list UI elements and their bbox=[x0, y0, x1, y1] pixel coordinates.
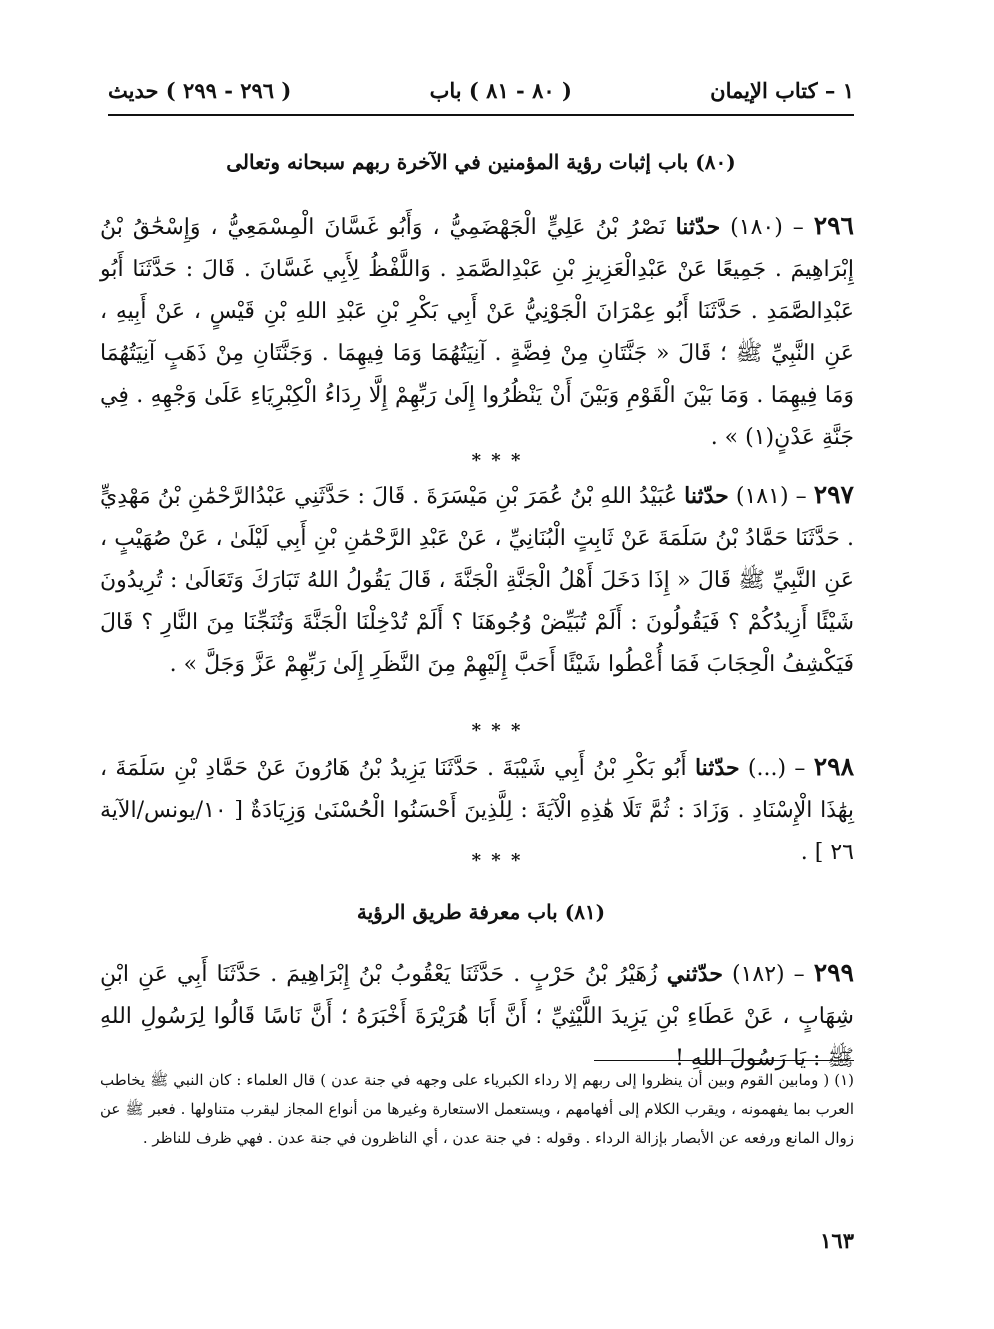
hadith-298-haddathana: حدّثنا bbox=[694, 755, 740, 781]
hadith-299-sub: – (١٨٢) bbox=[731, 962, 805, 987]
running-header bbox=[108, 70, 854, 110]
hadith-296-sub: – (١٨٠) bbox=[730, 215, 804, 240]
hadith-298-number: ٢٩٨ bbox=[813, 752, 855, 781]
header-book-title: ١ – كتاب الإيمان bbox=[710, 77, 854, 103]
hadith-299-number: ٢٩٩ bbox=[813, 958, 854, 987]
hadith-298-sub: – (...) bbox=[747, 756, 806, 781]
hadith-299-haddathana: حدّثني bbox=[666, 961, 723, 987]
hadith-297-number: ٢٩٧ bbox=[813, 480, 854, 509]
footnote-rule bbox=[594, 1060, 854, 1061]
chapter-81-title: (٨١) باب معرفة طريق الرؤية bbox=[356, 900, 606, 924]
header-rule bbox=[108, 114, 854, 116]
footnote-1: (١) ( ومابين القوم وبين أن ينظروا إلى ربهم إلا رداء الكبرياء على وجهه في جنة عدن ) قال العلماء : كان النبي ﷺ يخاطب العرب بما يفهمونه ، ويقرب الكلام إلى أفهامهم ، ويستعمل الاستعارة وغيرها من أنواع المجاز ليقرب متناولها . فعبر ﷺ عن زوال المانع ورفعه عن الأبصار بإزالة الرداء . وقوله : في جنة عدن ، أي الناظرون في جنة عدن . فهي ظرف للناظر . bbox=[100, 1071, 854, 1147]
hadith-297 bbox=[100, 474, 854, 686]
divider-3: * * * bbox=[471, 850, 523, 871]
hadith-299-text: زُهَيْرُ بْنُ حَرْبٍ . حَدَّثَنَا يَعْقُوبُ بْنُ إِبْرَاهِيمَ . حَدَّثَنَا أَبِي عَنِ ابْنِ شِهَابٍ ، عَنْ عَطَاءِ بْنِ يَزِيدَ اللَّيْثِيِّ ؛ أَنَّ أَبَا هُرَيْرَةَ أَخْبَرَهُ ؛ أَنَّ نَاسًا قَالُوا لِرَسُولِ اللهِ ﷺ : يَا رَسُولَ اللهِ ! bbox=[100, 962, 854, 1071]
hadith-298-text: أَبُو بَكْرِ بْنُ أَبِي شَيْبَةَ . حَدَّثَنَا يَزِيدُ بْنُ هَارُونَ عَنْ حَمَّادِ بْنِ سَلَمَةَ ، بِهَٰذَا الْإِسْنَادِ . وَزَادَ : ثُمَّ تَلَا هَٰذِهِ الْآيَةَ : لِلَّذِينَ أَحْسَنُوا الْحُسْنَىٰ وَزِيَادَةٌ [ ١٠/يونس/الآية ٢٦ ] . bbox=[100, 756, 854, 865]
hadith-297-sub: – (١٨١) bbox=[735, 484, 807, 509]
hadith-297-text: عُبَيْدُ اللهِ بْنُ عُمَرَ بْنِ مَيْسَرَةَ . قَالَ : حَدَّثَنِي عَبْدُالرَّحْمَٰنِ بْنُ مَهْدِيٍّ . حَدَّثَنَا حَمَّادُ بْنُ سَلَمَةَ عَنْ ثَابِتٍ الْبُنَانِيِّ ، عَنْ عَبْدِ الرَّحْمَٰنِ بْنِ أَبِي لَيْلَىٰ ، عَنْ صُهَيْبٍ ، عَنِ النَّبِيِّ ﷺ قَالَ « إِذَا دَخَلَ أَهْلُ الْجَنَّةِ الْجَنَّةَ ، قَالَ يَقُولُ اللهُ تَبَارَكَ وَتَعَالَىٰ : تُرِيدُونَ شَيْئًا أَزِيدُكُمْ ؟ فَيَقُولُونَ : أَلَمْ تُبَيِّضْ وُجُوهَنَا ؟ أَلَمْ تُدْخِلْنَا الْجَنَّةَ وَتُنَجِّنَا مِنَ النَّارِ ؟ قَالَ فَيَكْشِفُ الْحِجَابَ فَمَا أُعْطُوا شَيْئًا أَحَبَّ إِلَيْهِمْ مِنَ النَّظَرِ إِلَىٰ رَبِّهِمْ عَزَّ وَجَلَّ » . bbox=[100, 484, 854, 677]
hadith-296-haddathana: حدّثنا bbox=[675, 214, 721, 240]
page-number: ١٦٣ bbox=[820, 1228, 854, 1253]
chapter-80-title: (٨٠) باب إثبات رؤية المؤمنين في الآخرة ربهم سبحانه وتعالى bbox=[226, 150, 736, 174]
divider-1: * * * bbox=[471, 450, 523, 471]
divider-2: * * * bbox=[471, 720, 523, 741]
hadith-297-haddathana: حدّثنا bbox=[684, 483, 729, 509]
hadith-296-number: ٢٩٦ bbox=[813, 211, 854, 240]
hadith-296-text: نَصْرُ بْنُ عَلِيٍّ الْجَهْضَمِيُّ ، وَأَبُو غَسَّانَ الْمِسْمَعِيُّ ، وَإِسْحَٰقُ بْنُ إِبْرَاهِيمَ . جَمِيعًا عَنْ عَبْدِالْعَزِيزِ بْنِ عَبْدِالصَّمَدِ . وَاللَّفْظُ لِأَبِي غَسَّانَ . قَالَ : حَدَّثَنَا أَبُو عَبْدِالصَّمَدِ . حَدَّثَنَا أَبُو عِمْرَانَ الْجَوْنِيُّ عَنْ أَبِي بَكْرِ بْنِ عَبْدِ اللهِ بْنِ قَيْسٍ ، عَنْ أَبِيهِ ، عَنِ النَّبِيِّ ﷺ ؛ قَالَ « جَنَّتَانِ مِنْ فِضَّةٍ . آنِيَتُهُمَا وَمَا فِيهِمَا . وَجَنَّتَانِ مِنْ ذَهَبٍ آنِيَتُهُمَا وَمَا فِيهِمَا . وَمَا بَيْنَ الْقَوْمِ وَبَيْنَ أَنْ يَنْظُرُوا إِلَىٰ رَبِّهِمْ إِلَّا رِدَاءُ الْكِبْرِيَاءِ عَلَىٰ وَجْهِهِ . فِي جَنَّةِ عَدْنٍ(١) » . bbox=[100, 215, 854, 450]
header-bab-range: ( ٨٠ - ٨١ ) باب bbox=[429, 77, 572, 103]
hadith-296 bbox=[100, 205, 854, 459]
header-hadith-range: ( ٢٩٦ - ٢٩٩ ) حديث bbox=[108, 77, 292, 103]
